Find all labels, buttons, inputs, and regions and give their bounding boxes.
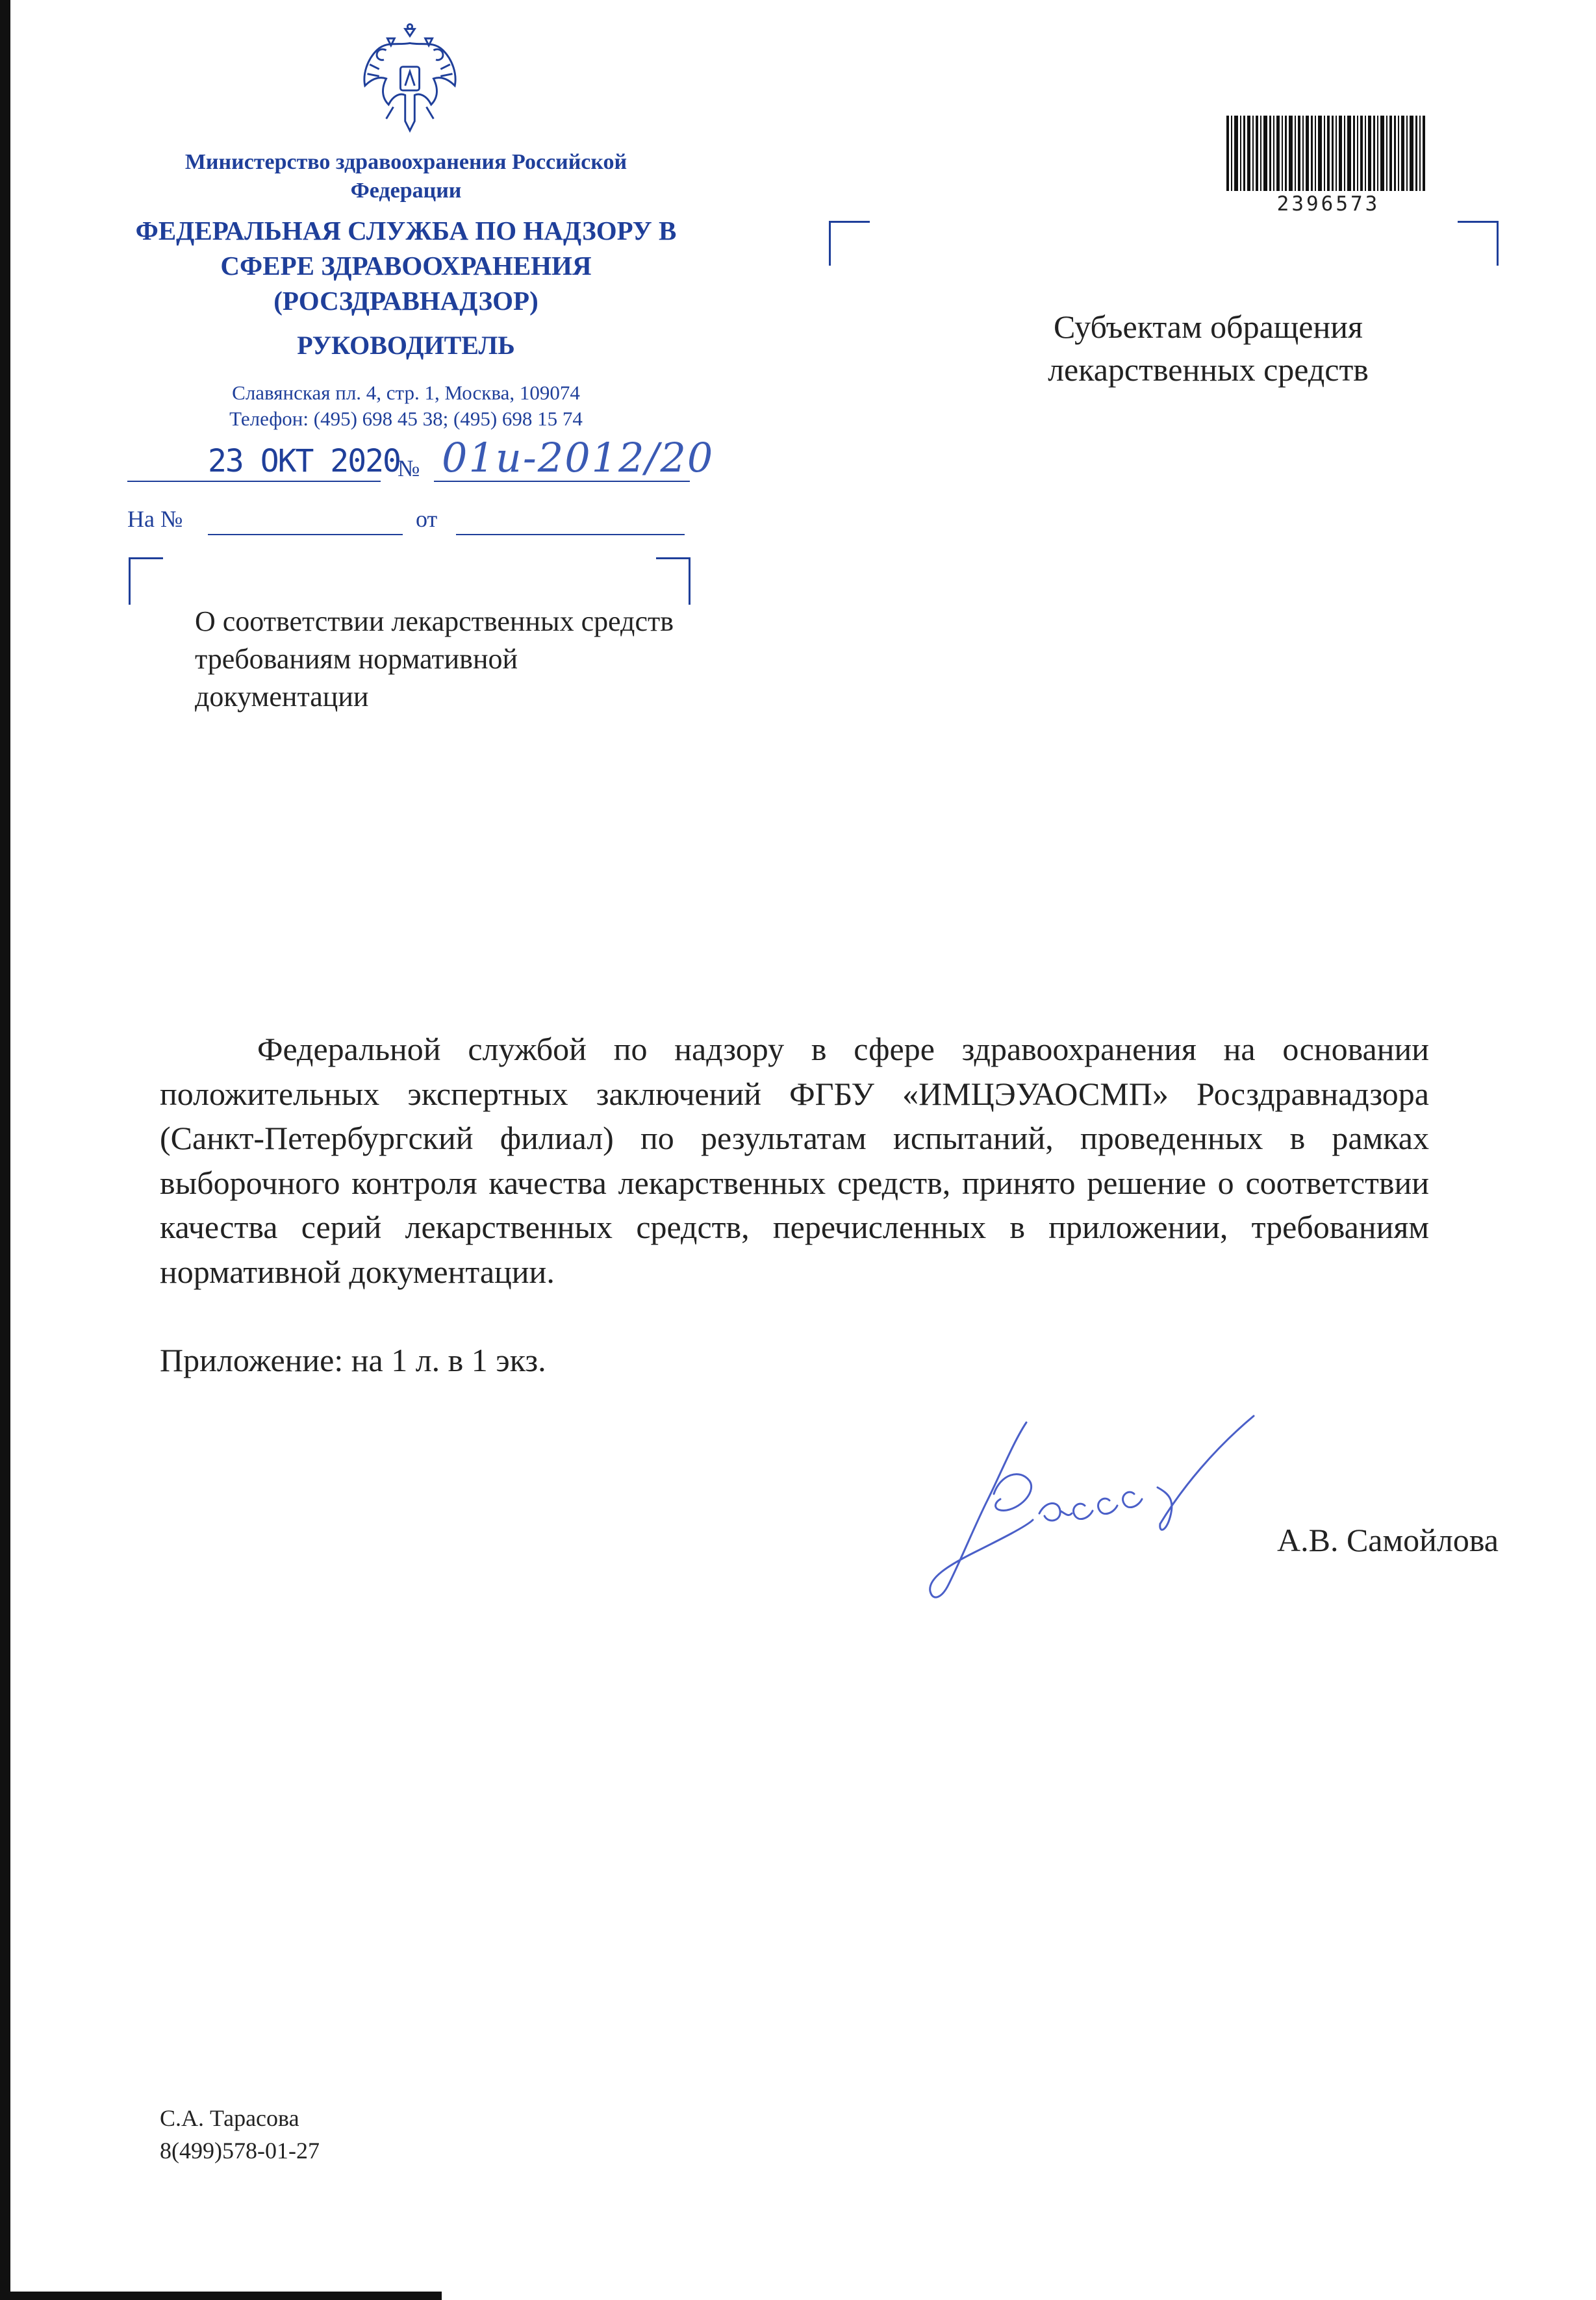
subject-bracket-right (656, 557, 690, 605)
handwritten-signature (890, 1396, 1319, 1611)
barcode-number: 2396573 (1276, 192, 1380, 216)
signer-name: А.В. Самойлова (1277, 1522, 1499, 1558)
ministry-name: Министерство здравоохранения Российской Федерации (184, 150, 627, 203)
ref-number-label: На № (127, 506, 183, 532)
service-name: ФЕДЕРАЛЬНАЯ СЛУЖБА ПО НАДЗОРУ В СФЕРЕ ЗДРАВООХРАНЕНИЯ (РОСЗДРАВНАДЗОР) (135, 216, 677, 316)
addressee-bracket-right (1458, 221, 1499, 266)
addressee: Субъектам обращения лекарственных средств (1048, 309, 1369, 388)
subject-bracket-left (129, 557, 163, 605)
letter-body (160, 1027, 1429, 1294)
date-underline (127, 481, 381, 482)
ref-number-underline (208, 534, 403, 535)
barcode (1226, 116, 1425, 191)
executor-block (160, 2102, 320, 2167)
registration-date-stamp: 23 ОКТ 2020 (208, 443, 400, 479)
executor-name: С.А. Тарасова (160, 2105, 299, 2131)
ref-from-label: от (416, 506, 438, 532)
scan-edge-bottom (0, 2292, 442, 2300)
letter-body-text: Федеральной службой по надзору в сфере здравоохранения на основании положительных экспертных заключений ФГБУ «ИМЦЭУАОСМП» Росздравнадзора (Санкт-Петербургский филиал) по результатам испытаний, проведенных в рамках выборочного контроля качества лекарственных средств, принято решение о соответствии качества серий лекарственных средств, перечисленных в приложении, требованиям нормативной документации. (160, 1031, 1429, 1290)
registration-number-handwritten: 01и-2012/20 (442, 434, 715, 481)
position-title: РУКОВОДИТЕЛЬ (297, 331, 515, 360)
coat-of-arms-icon (351, 19, 469, 138)
phone: Телефон: (495) 698 45 38; (495) 698 15 74 (229, 407, 583, 430)
ref-date-underline (456, 534, 685, 535)
scan-edge (0, 0, 10, 2300)
letter-subject: О соответствии лекарственных средств требованиям нормативной документации (195, 605, 674, 713)
executor-phone: 8(499)578-01-27 (160, 2138, 320, 2164)
address-block (130, 380, 682, 432)
attachment-note: Приложение: на 1 л. в 1 экз. (160, 1342, 546, 1378)
addressee-bracket-left (829, 221, 870, 266)
address: Славянская пл. 4, стр. 1, Москва, 109074 (232, 381, 580, 404)
number-label: № (398, 455, 420, 481)
